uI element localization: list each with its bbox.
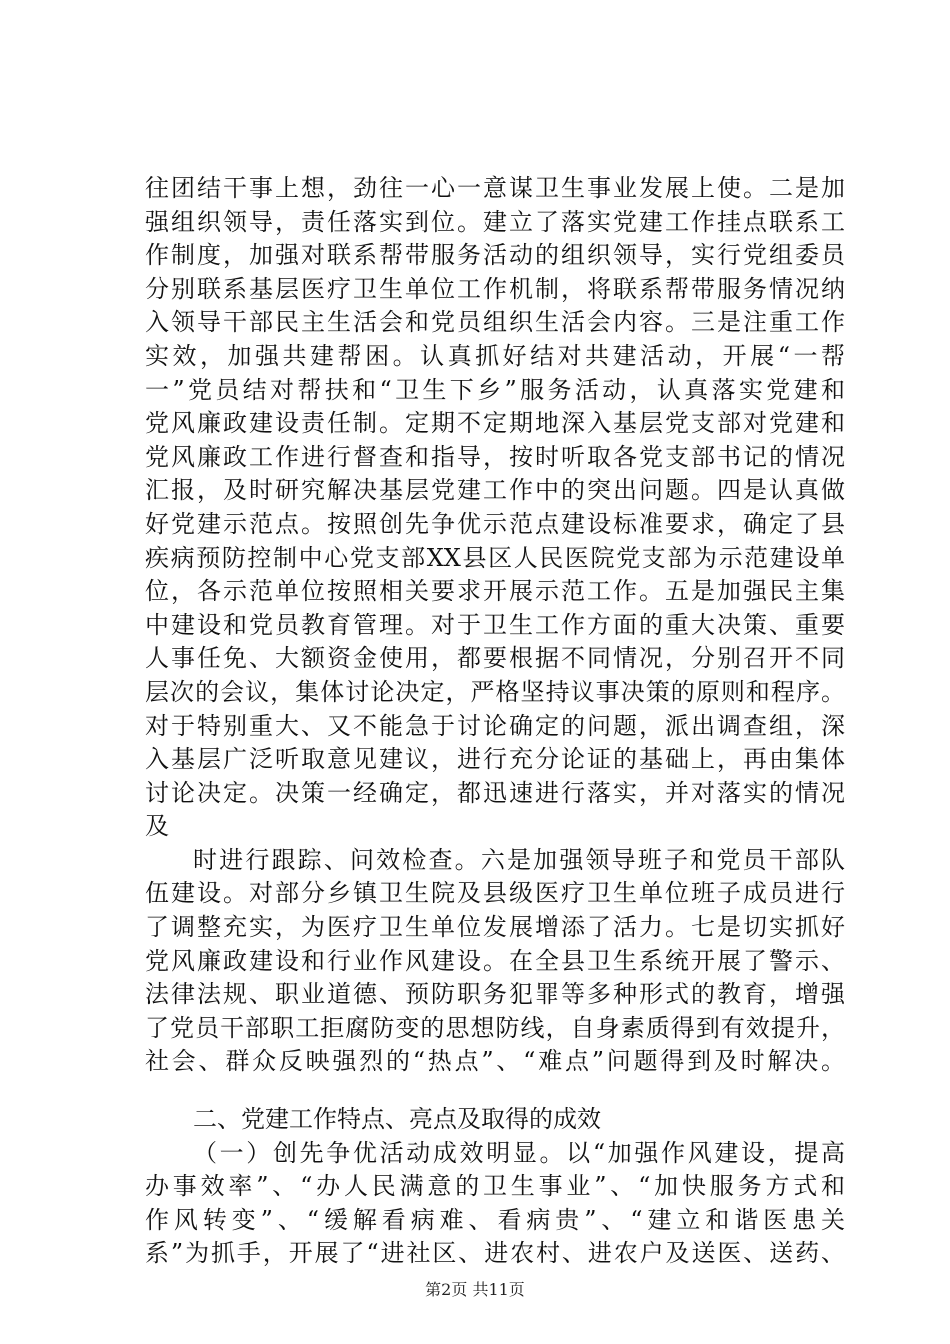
text-line: 疾病预防控制中心党支部XX县区人民医院党支部为示范建设单 bbox=[145, 543, 845, 572]
text-line: 入基层广泛听取意见建议，进行充分论证的基础上，再由集体 bbox=[145, 745, 845, 774]
text-line: 及 bbox=[145, 812, 169, 841]
text-line: 汇报，及时研究解决基层党建工作中的突出问题。四是认真做 bbox=[145, 476, 845, 505]
section-heading-text: 二、党建工作特点、亮点及取得的成效 bbox=[193, 1105, 601, 1134]
text-line: 入领导干部民主生活会和党员组织生活会内容。三是注重工作 bbox=[145, 308, 845, 337]
text-line: 党风廉政工作进行督查和指导，按时听取各党支部书记的情况 bbox=[145, 442, 845, 471]
text-line: 一”党员结对帮扶和“卫生下乡”服务活动，认真落实党建和 bbox=[145, 375, 845, 404]
text-line: 中建设和党员教育管理。对于卫生工作方面的重大决策、重要 bbox=[145, 610, 845, 639]
paragraph-1 bbox=[145, 172, 845, 844]
text-line: 实效，加强共建帮困。认真抓好结对共建活动，开展“一帮 bbox=[145, 341, 845, 370]
text-line: 了党员干部职工拒腐防变的思想防线，自身素质得到有效提升， bbox=[145, 1013, 845, 1042]
paragraph-gap bbox=[145, 1079, 845, 1103]
text-line: 伍建设。对部分乡镇卫生院及县级医疗卫生单位班子成员进行 bbox=[145, 879, 845, 908]
text-line: 作制度，加强对联系帮带服务活动的组织领导，实行党组委员 bbox=[145, 241, 845, 270]
text-line: 好党建示范点。按照创先争优示范点建设标准要求，确定了县 bbox=[145, 509, 845, 538]
text-line: 时进行跟踪、问效检查。六是加强领导班子和党员干部队 bbox=[193, 845, 845, 874]
document-body bbox=[145, 172, 845, 1271]
page-number: 第2页 共11页 bbox=[425, 1280, 525, 1299]
text-line: 党风廉政建设责任制。定期不定期地深入基层党支部对党建和 bbox=[145, 409, 845, 438]
text-line: 位，各示范单位按照相关要求开展示范工作。五是加强民主集 bbox=[145, 577, 845, 606]
text-line: 法律法规、职业道德、预防职务犯罪等多种形式的教育，增强 bbox=[145, 980, 845, 1009]
text-line: 层次的会议，集体讨论决定，严格坚持议事决策的原则和程序。 bbox=[145, 677, 845, 706]
section-heading bbox=[145, 1103, 845, 1137]
text-line: 往团结干事上想，劲往一心一意谋卫生事业发展上使。二是加 bbox=[145, 174, 845, 202]
paragraph-4 bbox=[145, 1137, 845, 1271]
text-line: 强组织领导，责任落实到位。建立了落实党建工作挂点联系工 bbox=[145, 207, 845, 236]
text-line: 作风转变”、“缓解看病难、看病贵”、“建立和谐医患关 bbox=[145, 1205, 845, 1234]
paragraph-2 bbox=[145, 844, 845, 1079]
text-line: 讨论决定。决策一经确定，都迅速进行落实，并对落实的情况 bbox=[145, 778, 845, 807]
text-line: 分别联系基层医疗卫生单位工作机制，将联系帮带服务情况纳 bbox=[145, 274, 845, 303]
text-line: （一）创先争优活动成效明显。以“加强作风建设，提高 bbox=[193, 1138, 845, 1167]
text-line: 党风廉政建设和行业作风建设。在全县卫生系统开展了警示、 bbox=[145, 946, 845, 975]
page-footer bbox=[0, 1280, 950, 1300]
text-line: 了调整充实，为医疗卫生单位发展增添了活力。七是切实抓好 bbox=[145, 913, 845, 942]
text-line: 对于特别重大、又不能急于讨论确定的问题，派出调查组，深 bbox=[145, 711, 845, 740]
text-line: 社会、群众反映强烈的“热点”、“难点”问题得到及时解决。 bbox=[145, 1047, 845, 1076]
text-line: 系”为抓手，开展了“进社区、进农村、进农户及送医、送药、 bbox=[145, 1239, 845, 1268]
text-line: 办事效率”、“办人民满意的卫生事业”、“加快服务方式和 bbox=[145, 1172, 845, 1201]
text-line: 人事任免、大额资金使用，都要根据不同情况，分别召开不同 bbox=[145, 644, 845, 673]
